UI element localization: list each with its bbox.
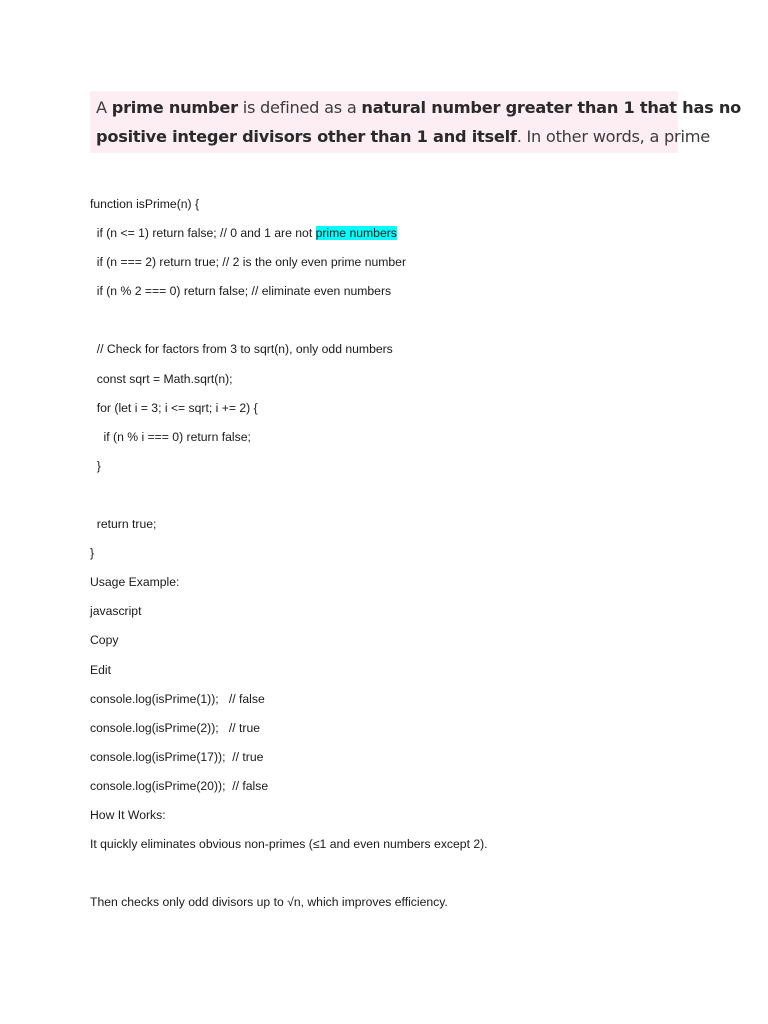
usage-line: console.log(isPrime(20)); // false (90, 778, 269, 793)
how-heading: How It Works: (90, 807, 166, 822)
callout-text: A (96, 98, 112, 117)
callout-bold-text: positive integer divisors other than 1 and itself (96, 127, 517, 146)
code-line: function isPrime(n) { (90, 197, 200, 211)
callout-line-2 (96, 122, 710, 151)
code-line: return true; (90, 517, 157, 532)
blank-line (90, 859, 730, 888)
usage-heading: Usage Example: (90, 575, 180, 590)
code-line: const sqrt = Math.sqrt(n); (90, 371, 233, 386)
callout-line-1 (96, 93, 742, 122)
callout-text: is defined as a (237, 98, 362, 117)
edit-label: Edit (90, 662, 112, 677)
callout-text: . In other words, a prime (516, 127, 710, 146)
code-line: if (n % i === 0) return false; (90, 429, 251, 444)
pasted-definition-callout (90, 91, 742, 153)
code-text: if (n <= 1) return false; // 0 and 1 are not (90, 226, 316, 241)
callout-bold-term: prime number (111, 98, 238, 117)
usage-line: console.log(isPrime(17)); // true (90, 749, 264, 764)
usage-line: console.log(isPrime(1)); // false (90, 691, 265, 706)
code-line: for (let i = 3; i <= sqrt; i += 2) { (90, 400, 258, 415)
callout-bold-text: natural number greater than 1 that has no (361, 98, 742, 117)
code-line: if (n % 2 === 0) return false; // eliminate even numbers (90, 284, 392, 299)
usage-line: console.log(isPrime(2)); // true (90, 720, 261, 735)
code-line: } (90, 546, 95, 561)
code-line: } (90, 458, 101, 473)
code-line: if (n === 2) return true; // 2 is the only even prime number (90, 255, 407, 270)
copy-label: Copy (90, 633, 119, 648)
blank-line (90, 481, 730, 510)
document-body (90, 190, 730, 917)
blank-line (90, 306, 730, 335)
code-line (90, 219, 730, 248)
highlighted-text: prime numbers (315, 226, 397, 241)
code-line: // Check for factors from 3 to sqrt(n), only odd numbers (90, 342, 393, 357)
how-paragraph: Then checks only odd divisors up to √n, which improves efficiency. (90, 895, 448, 910)
how-paragraph: It quickly eliminates obvious non-primes (≤1 and even numbers except 2). (90, 837, 488, 852)
code-language-label: javascript (90, 604, 142, 619)
